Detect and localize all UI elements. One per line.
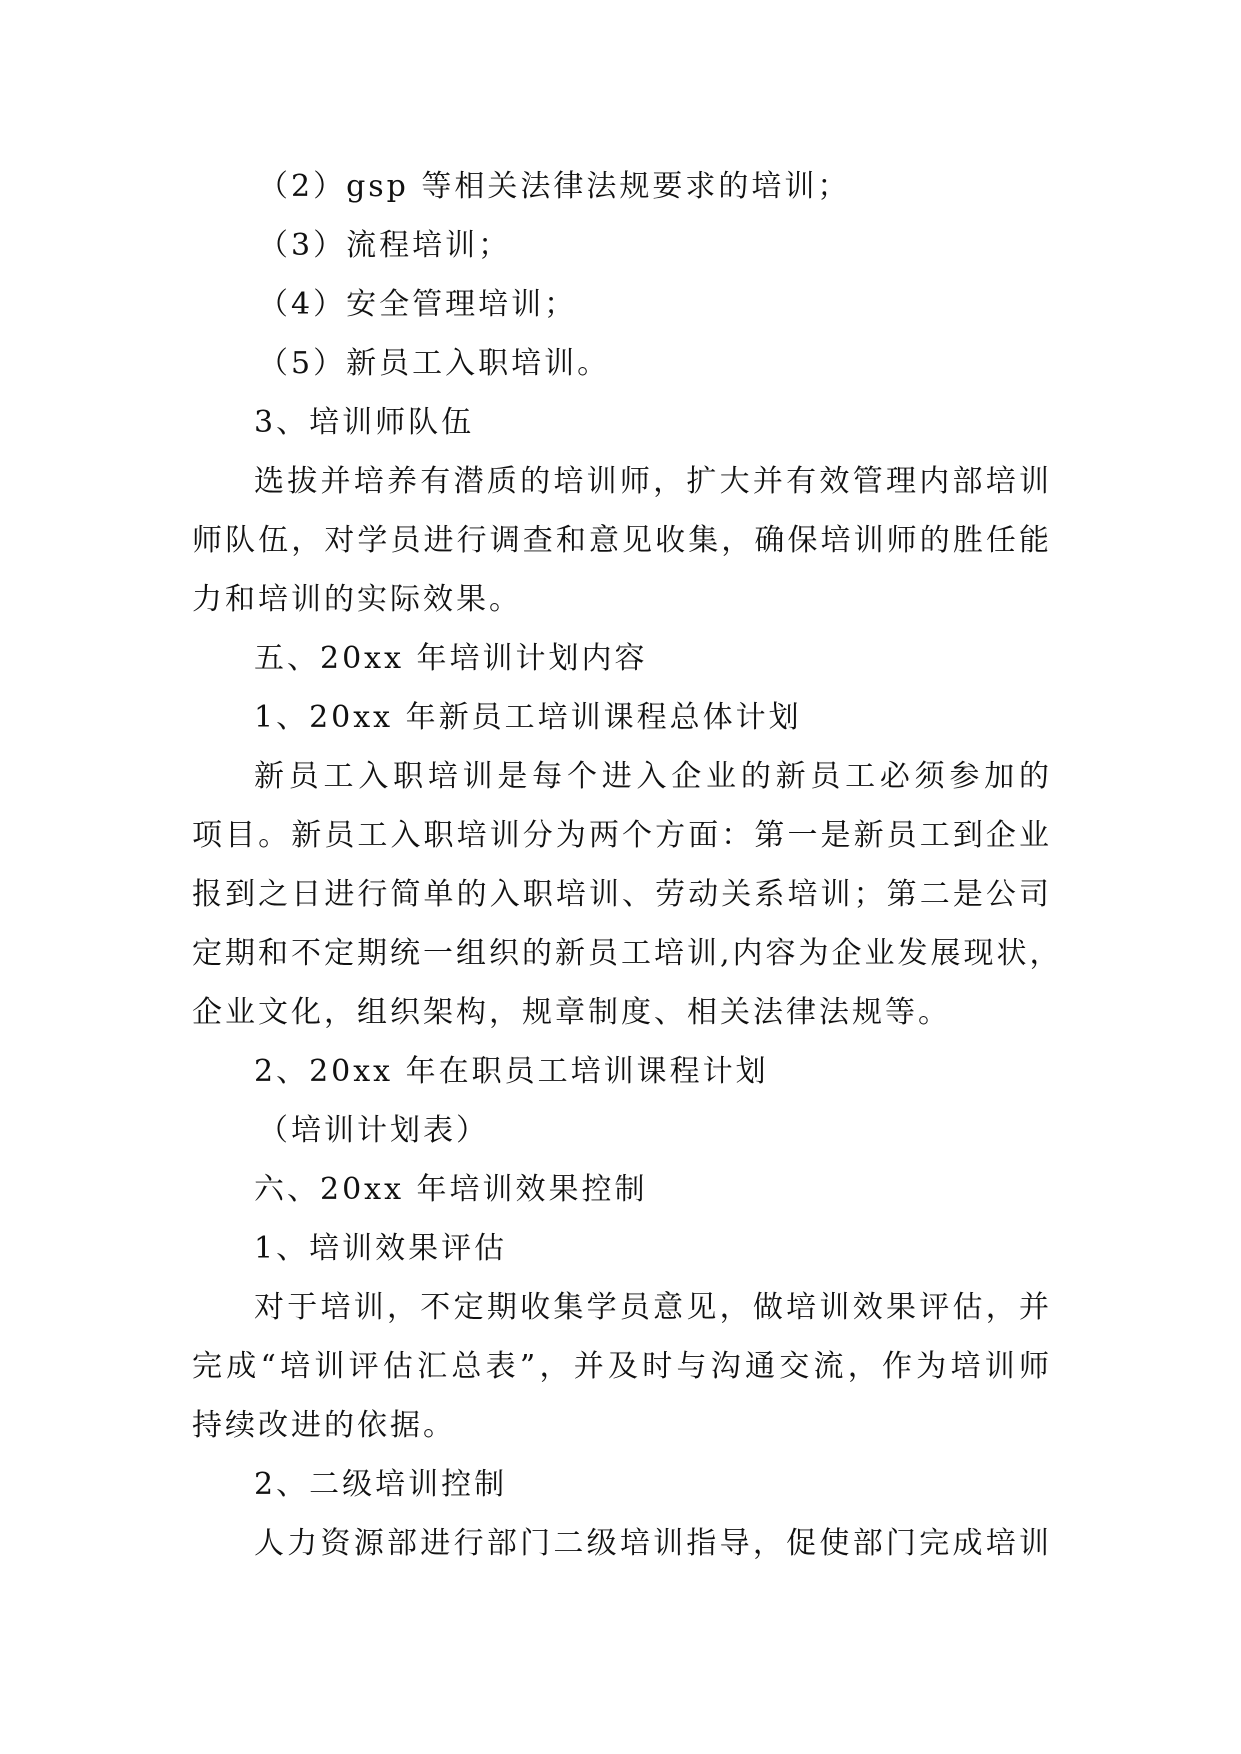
paragraph-secondary-training-line-1: 人力资源部进行部门二级培训指导，促使部门完成培训 — [254, 1526, 1052, 1561]
list-item-process-training: （3）流程培训； — [258, 228, 512, 263]
subheading-secondary-training-control: 2、二级培训控制 — [254, 1467, 508, 1502]
subheading-training-effect-evaluation: 1、培训效果评估 — [254, 1231, 508, 1266]
section-heading-training-plan: 五、20xx 年培训计划内容 — [254, 641, 648, 676]
document-body — [192, 157, 1063, 1573]
paragraph-new-employee-line-1: 新员工入职培训是每个进入企业的新员工必须参加的 — [254, 759, 1052, 794]
section-heading-trainer-team: 3、培训师队伍 — [254, 405, 475, 440]
subheading-new-employee-course-plan: 1、20xx 年新员工培训课程总体计划 — [254, 700, 802, 735]
list-item-gsp-training: （2）gsp 等相关法律法规要求的培训； — [258, 169, 851, 204]
paragraph-new-employee-line-5: 企业文化，组织架构，规章制度、相关法律法规等。 — [192, 995, 951, 1030]
subheading-current-employee-course-plan: 2、20xx 年在职员工培训课程计划 — [254, 1054, 769, 1089]
paragraph-trainer-team-line-2: 师队伍，对学员进行调查和意见收集，确保培训师的胜任能 — [192, 523, 1052, 558]
training-plan-table-note: （培训计划表） — [258, 1113, 489, 1148]
list-item-new-employee-training: （5）新员工入职培训。 — [258, 346, 611, 381]
paragraph-evaluation-line-1: 对于培训，不定期收集学员意见，做培训效果评估，并 — [254, 1290, 1052, 1325]
paragraph-evaluation-line-2: 完成“培训评估汇总表”，并及时与沟通交流，作为培训师 — [192, 1349, 1052, 1384]
paragraph-trainer-team-line-3: 力和培训的实际效果。 — [192, 582, 522, 617]
list-item-safety-training: （4）安全管理培训； — [258, 287, 578, 322]
paragraph-new-employee-line-4: 定期和不定期统一组织的新员工培训,内容为企业发展现状， — [192, 936, 1063, 971]
section-heading-training-effect-control: 六、20xx 年培训效果控制 — [254, 1172, 648, 1207]
paragraph-trainer-team-line-1: 选拔并培养有潜质的培训师，扩大并有效管理内部培训 — [254, 464, 1052, 499]
paragraph-new-employee-line-3: 报到之日进行简单的入职培训、劳动关系培训；第二是公司 — [192, 877, 1052, 912]
paragraph-evaluation-line-3: 持续改进的依据。 — [192, 1408, 456, 1443]
paragraph-new-employee-line-2: 项目。新员工入职培训分为两个方面：第一是新员工到企业 — [192, 818, 1052, 853]
